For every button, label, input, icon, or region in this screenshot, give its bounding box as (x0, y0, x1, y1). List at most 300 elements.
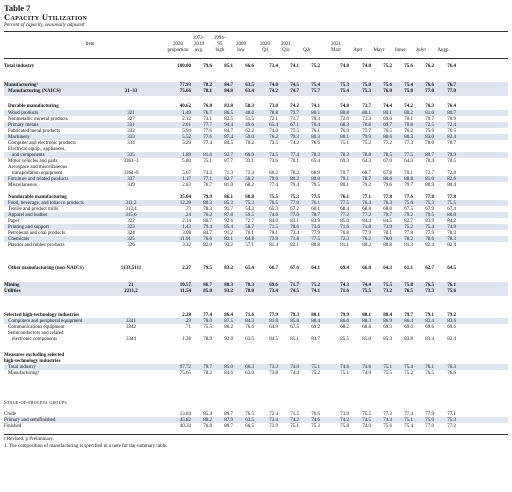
cell-value: 79.6 (269, 177, 278, 182)
cell-value: 85.0 (362, 337, 371, 342)
cell-value: 74.1 (311, 104, 320, 109)
naics-code: 337 (127, 177, 135, 182)
table-row (0, 183, 512, 189)
cell-value: 75.4 (425, 225, 434, 230)
cell-value: 73.4 (269, 64, 278, 69)
cell-value: 76.2 (425, 64, 434, 69)
cell-value: 75.66 (179, 89, 191, 94)
cell-value: 75.2 (404, 225, 413, 230)
column-head-1: 1972– 2019 avg. (192, 36, 206, 53)
cell-value: 59.0 (245, 135, 254, 140)
cell-value: 69.3 (340, 159, 349, 164)
cell-value: 75.2 (311, 371, 320, 376)
cell-value: .71 (184, 325, 191, 330)
cell-value: 75.5 (383, 283, 392, 288)
cell-value: 75.2 (383, 64, 392, 69)
cell-value: 5.67 (182, 171, 191, 176)
cell-value: 72.0 (340, 117, 349, 122)
cell-value: 76.8 (203, 424, 212, 429)
cell-value: 84.7 (224, 83, 233, 88)
row-label: Textile and product mills (8, 207, 59, 212)
row-label: Wood products (8, 111, 39, 116)
cell-value: 74.8 (340, 104, 349, 109)
cell-value: 77.8 (425, 195, 434, 200)
cell-value: 79.7 (203, 365, 212, 370)
cell-value: 73.0 (269, 104, 278, 109)
cell-value: 83.9 (311, 219, 320, 224)
cell-value: 64.9 (269, 325, 278, 330)
cell-value: 57.1 (245, 243, 254, 248)
column-head-7: 2021 Marr (331, 42, 341, 53)
cell-value: 75.3 (425, 201, 434, 206)
cell-value: 65.4 (245, 266, 254, 271)
cell-value: 76.5 (383, 129, 392, 134)
cell-value: 74.2 (290, 418, 299, 423)
cell-value: 74.2 (404, 104, 413, 109)
cell-value: 82.1 (224, 237, 233, 242)
cell-value: 77.5 (404, 153, 413, 158)
row-label: Plastics and rubber products (8, 243, 65, 248)
table-title: Capacity Utilization (4, 12, 88, 22)
cell-value: 73.3 (425, 289, 434, 294)
cell-value: 85.1 (224, 64, 233, 69)
cell-value: 75.5 (447, 201, 456, 206)
cell-value: 83.1 (290, 219, 299, 224)
cell-value: 70.2 (290, 171, 299, 176)
cell-value: 77.4 (269, 183, 278, 188)
cell-value: 80.0 (447, 213, 456, 218)
cell-value: 74.6 (340, 365, 349, 370)
cell-value: 76.9 (340, 129, 349, 134)
naics-code: 321 (127, 111, 135, 116)
cell-value: 82.6 (447, 177, 456, 182)
cell-value: 73.9 (383, 225, 392, 230)
cell-value: 80.1 (362, 313, 371, 318)
cell-value: 80.1 (340, 135, 349, 140)
cell-value: 75.3 (362, 89, 371, 94)
cell-value: 73.6 (269, 159, 278, 164)
naics-code: 323 (127, 225, 135, 230)
cell-value: 69.6 (447, 325, 456, 330)
cell-value: 82.4 (447, 135, 456, 140)
cell-value: 76.5 (404, 289, 413, 294)
cell-value: 2.12 (182, 117, 191, 122)
cell-value: 75.4 (404, 365, 413, 370)
cell-value: 77.4 (290, 153, 299, 158)
row-label: Aerospace and miscellaneous (8, 165, 68, 170)
cell-value: 76.6 (311, 141, 320, 146)
cell-value: 75.1 (383, 365, 392, 370)
cell-value: 74.6 (269, 213, 278, 218)
row-label: Total industry (8, 365, 36, 370)
column-head-4: 2020 Q4 (260, 42, 270, 53)
cell-value: 80.7 (224, 424, 233, 429)
cell-value: 68.3 (340, 123, 349, 128)
cell-value: 77.1 (203, 177, 212, 182)
cell-value: 77.2 (340, 213, 349, 218)
cell-value: 79.5 (311, 183, 320, 188)
cell-value: 75.8 (340, 424, 349, 429)
cell-value: 73.9 (269, 237, 278, 242)
cell-value: 68.9 (311, 171, 320, 176)
cell-value: 75.2 (311, 283, 320, 288)
cell-value: 63.4 (245, 89, 254, 94)
cell-value: 76.1 (245, 231, 254, 236)
cell-value: 72.4 (245, 171, 254, 176)
cell-value: 86.2 (224, 325, 233, 330)
cell-value: 3.32 (182, 243, 191, 248)
cell-value: 64.3 (362, 159, 371, 164)
cell-value: .29 (184, 319, 191, 324)
cell-value: 70.9 (447, 117, 456, 122)
cell-value: 76.5 (447, 129, 456, 134)
cell-value: 87.4 (224, 135, 233, 140)
cell-value: 2.83 (182, 183, 191, 188)
cell-value: 80.6 (383, 135, 392, 140)
cell-value: 75.3 (245, 201, 254, 206)
cell-value: 68.8 (245, 195, 254, 200)
cell-value: 68.1 (311, 207, 320, 212)
cell-value: 87.7 (224, 159, 233, 164)
cell-value: 67.6 (290, 266, 299, 271)
cell-value: 78.0 (245, 289, 254, 294)
cell-value: 75.65 (179, 371, 191, 376)
cell-value: 79.2 (404, 213, 413, 218)
cell-value: 100.00 (177, 64, 191, 69)
cell-value: 74.1 (290, 64, 299, 69)
row-label: Manufacturing¹ (4, 83, 38, 88)
cell-value: 68.4 (340, 207, 349, 212)
cell-value: 81.1 (340, 243, 349, 248)
cell-value: 79.2 (447, 313, 456, 318)
cell-value: 80.2 (203, 418, 212, 423)
cell-value: 3.08 (182, 231, 191, 236)
cell-value: 88.3 (224, 283, 233, 288)
cell-value: 84.8 (224, 89, 233, 94)
row-label: Electrical equip., appliances, (8, 147, 66, 152)
cell-value: 85.0 (340, 219, 349, 224)
cell-value: 75.1 (203, 159, 212, 164)
naics-code: 3364–9 (123, 171, 139, 176)
cell-value: 77.9 (311, 231, 320, 236)
cell-value: 92.6 (224, 219, 233, 224)
cell-value: 75.2 (362, 141, 371, 146)
cell-value: 75.2 (404, 371, 413, 376)
cell-value: 82.4 (425, 243, 434, 248)
footnote-composition: 1. The composition of manufacturing is specified in a note for the summary table. (4, 444, 168, 449)
cell-value: 76.5 (425, 371, 434, 376)
cell-value: 66.5 (245, 424, 254, 429)
cell-value: 73.9 (340, 412, 349, 417)
cell-value: 82.1 (290, 243, 299, 248)
cell-value: 1.49 (182, 111, 191, 116)
cell-value: 74.4 (290, 371, 299, 376)
cell-value: 83.8 (404, 337, 413, 342)
cell-value: 77.9 (425, 231, 434, 236)
column-head-5: 2021 Q1r (281, 42, 291, 53)
cell-value: 77.1 (362, 195, 371, 200)
cell-value: 81.4 (269, 243, 278, 248)
cell-value: 78.0 (203, 319, 212, 324)
row-label: Measures excluding selected (4, 353, 65, 358)
cell-value: 64.3 (404, 159, 413, 164)
row-label: high-technology industries (4, 359, 61, 364)
cell-value: 48.0 (245, 111, 254, 116)
naics-code: 1133,5111 (120, 266, 142, 271)
cell-value: 78.7 (447, 141, 456, 146)
row-label: Nonmetallic mineral products (8, 117, 68, 122)
row-label: Utilities (4, 289, 21, 294)
cell-value: 86.4 (224, 313, 233, 318)
cell-value: 78.6 (425, 237, 434, 242)
cell-value: 80.7 (425, 153, 434, 158)
cell-value: 80.2 (404, 111, 413, 116)
row-label: Primary and semifinished (4, 418, 56, 423)
cell-value: 86.7 (203, 219, 212, 224)
cell-value: 71.5 (290, 412, 299, 417)
cell-value: 74.8 (340, 64, 349, 69)
cell-value: 65.4 (269, 123, 278, 128)
row-label: Fabricated metal products (8, 129, 60, 134)
cell-value: 80.3 (404, 135, 413, 140)
cell-value: 74.4 (383, 104, 392, 109)
cell-value: 74.8 (362, 64, 371, 69)
cell-value: 70.1 (404, 171, 413, 176)
cell-value: 80.4 (447, 183, 456, 188)
cell-value: 86.5 (224, 111, 233, 116)
cell-value: 75.1 (340, 371, 349, 376)
cell-value: 13.84 (179, 412, 191, 417)
cell-value: 74.9 (447, 225, 456, 230)
cell-value: 67.9 (425, 207, 434, 212)
cell-value: 75.1 (290, 424, 299, 429)
cell-value: 72.3 (340, 237, 349, 242)
cell-value: 84.5 (224, 141, 233, 146)
cell-value: 78.3 (311, 153, 320, 158)
cell-value: 2.27 (182, 266, 191, 271)
cell-value: 75.7 (311, 89, 320, 94)
naics-code: 2211,2 (124, 289, 138, 294)
cell-value: 77.4 (203, 313, 212, 318)
cell-value: 74.5 (362, 418, 371, 423)
cell-value: 80.4 (383, 313, 392, 318)
cell-value: 78.2 (404, 237, 413, 242)
cell-value: 75.1 (404, 418, 413, 423)
footnote-revised: r Revised. p Preliminary. (4, 437, 54, 442)
cell-value: 78.3 (340, 153, 349, 158)
cell-value: 79.3 (290, 313, 299, 318)
cell-value: 54.3 (245, 207, 254, 212)
cell-value: 76.1 (425, 365, 434, 370)
row-label: Communications equipment (8, 325, 65, 330)
cell-value: 76.7 (447, 83, 456, 88)
naics-code: 322 (127, 219, 135, 224)
cell-value: 77.6 (404, 195, 413, 200)
cell-value: 75.1 (340, 141, 349, 146)
cell-value: 35.04 (179, 195, 191, 200)
cell-value: 76.5 (269, 201, 278, 206)
cell-value: 76.8 (340, 231, 349, 236)
cell-value: 75.5 (203, 325, 212, 330)
cell-value: 70.2 (245, 141, 254, 146)
row-label: Machinery (8, 135, 30, 140)
cell-value: 93.2 (224, 289, 233, 294)
cell-value: 67.8 (383, 171, 392, 176)
cell-value: 77.8 (383, 195, 392, 200)
cell-value: 77.2 (362, 213, 371, 218)
cell-value: 78.7 (311, 213, 320, 218)
cell-value: 75.5 (362, 412, 371, 417)
table-number: Table 7 (4, 3, 31, 13)
row-label: Motor vehicles and parts (8, 159, 58, 164)
naics-code: 31–33 (124, 89, 138, 94)
cell-value: 76.1 (311, 201, 320, 206)
cell-value: 66.7 (269, 266, 278, 271)
cell-value: 89.7 (224, 412, 233, 417)
cell-value: 76.2 (203, 213, 212, 218)
cell-value: 87.5 (224, 319, 233, 324)
cell-value: 40.62 (179, 104, 191, 109)
cell-value: 78.8 (362, 153, 371, 158)
cell-value: 75.5 (383, 371, 392, 376)
cell-value: 74.1 (311, 289, 320, 294)
cell-value: 11.54 (180, 289, 191, 294)
row-label: Furniture and related products (8, 177, 69, 182)
row-label: Computer and electronic products (8, 141, 76, 146)
cell-value: 75.4 (404, 424, 413, 429)
cell-value: 74.9 (362, 371, 371, 376)
cell-value: 87.9 (224, 418, 233, 423)
cell-value: 84.7 (224, 129, 233, 134)
cell-value: 75.8 (404, 89, 413, 94)
cell-value: 70.3 (311, 117, 320, 122)
cell-value: 77.0 (425, 89, 434, 94)
cell-value: 86.0 (340, 319, 349, 324)
cell-value: 80.2 (290, 177, 299, 182)
cell-value: 58.7 (245, 225, 254, 230)
cell-value: 78.9 (203, 337, 212, 342)
cell-value: 78.1 (203, 89, 212, 94)
cell-value: 74.2 (290, 141, 299, 146)
cell-value: 73.3 (269, 365, 278, 370)
cell-value: 79.7 (383, 213, 392, 218)
cell-value: 74.9 (362, 424, 371, 429)
naics-code: 334 (127, 141, 135, 146)
row-label: Mining (4, 283, 20, 288)
cell-value: 80.1 (383, 111, 392, 116)
cell-value: 71.6 (340, 289, 349, 294)
header-top-rule (4, 31, 508, 32)
cell-value: 80.1 (311, 313, 320, 318)
cell-value: 75.4 (404, 83, 413, 88)
cell-value: 84.6 (224, 371, 233, 376)
stage-of-process-heading: Stage-of-process groups (4, 401, 67, 406)
cell-value: 82.5 (224, 117, 233, 122)
cell-value: 85.8 (290, 319, 299, 324)
cell-value: 84.7 (311, 337, 320, 342)
cell-value: 84.0 (269, 219, 278, 224)
cell-value: 71.3 (362, 117, 371, 122)
cell-value: 77.2 (383, 141, 392, 146)
cell-value: 72.7 (245, 219, 254, 224)
column-head-3: 2009 low (236, 42, 246, 53)
column-head-12: Augp (437, 48, 449, 53)
cell-value: 82.4 (447, 243, 456, 248)
naics-code: 324 (127, 231, 135, 236)
table-row (0, 424, 512, 430)
cell-value: 12.20 (179, 201, 191, 206)
cell-value: 76.6 (425, 83, 434, 88)
cell-value: 79.9 (340, 313, 349, 318)
cell-value: 74.6 (362, 365, 371, 370)
cell-value: 33.1 (245, 159, 254, 164)
naics-code: 327 (127, 117, 135, 122)
cell-value: 77.5 (340, 201, 349, 206)
cell-value: 73.4 (269, 418, 278, 423)
row-label: Other manufacturing (non-NAICS) (8, 266, 84, 271)
cell-value: 71.6 (245, 313, 254, 318)
cell-value: 84.7 (203, 231, 212, 236)
cell-value: 77.9 (425, 412, 434, 417)
naics-code: 331 (127, 123, 135, 128)
cell-value: 80.7 (447, 111, 456, 116)
cell-value: 75.4 (340, 89, 349, 94)
cell-value: 63.5 (245, 337, 254, 342)
cell-value: 83.8 (224, 104, 233, 109)
cell-value: 88.4 (311, 319, 320, 324)
cell-value: 63.5 (245, 418, 254, 423)
table-row (0, 243, 512, 249)
cell-value: 78.2 (203, 83, 212, 88)
cell-value: 58.3 (245, 104, 254, 109)
cell-value: 76.1 (311, 129, 320, 134)
cell-value: 5.29 (182, 141, 191, 146)
cell-value: 80.0 (311, 177, 320, 182)
cell-value: 75.6 (447, 289, 456, 294)
cell-value: 85.4 (203, 412, 212, 417)
cell-value: 73.1 (203, 117, 212, 122)
column-head-11: Julyr (416, 48, 426, 53)
naics-code: 3344 (126, 337, 136, 342)
cell-value: 77.7 (203, 123, 212, 128)
column-head-9: Mayr (373, 48, 385, 53)
cell-value: 85.3 (224, 201, 233, 206)
cell-value: 75.8 (404, 283, 413, 288)
cell-value: 56.2 (245, 177, 254, 182)
naics-code: 3361–3 (123, 159, 139, 164)
cell-value: 74.2 (290, 104, 299, 109)
cell-value: 72.8 (447, 171, 456, 176)
row-label: Printing and support (8, 225, 49, 230)
cell-value: 68.2 (340, 325, 349, 330)
cell-value: 68.8 (362, 207, 371, 212)
cell-value: 88.3 (362, 319, 371, 324)
cell-value: 72.7 (425, 171, 434, 176)
cell-value: 83.4 (425, 337, 434, 342)
cell-value: 70.8 (404, 123, 413, 128)
cell-value: 63.0 (245, 371, 254, 376)
cell-value: 79.4 (290, 183, 299, 188)
cell-value: 76.7 (203, 183, 212, 188)
cell-value: 75.0 (362, 83, 371, 88)
cell-value: 74.6 (311, 418, 320, 423)
cell-value: 75.9 (425, 129, 434, 134)
cell-value: 68.0 (383, 207, 392, 212)
cell-value: 79.5 (425, 213, 434, 218)
cell-value: 75.3 (311, 424, 320, 429)
cell-value: 82.7 (224, 177, 233, 182)
cell-value: 82.4 (425, 319, 434, 324)
